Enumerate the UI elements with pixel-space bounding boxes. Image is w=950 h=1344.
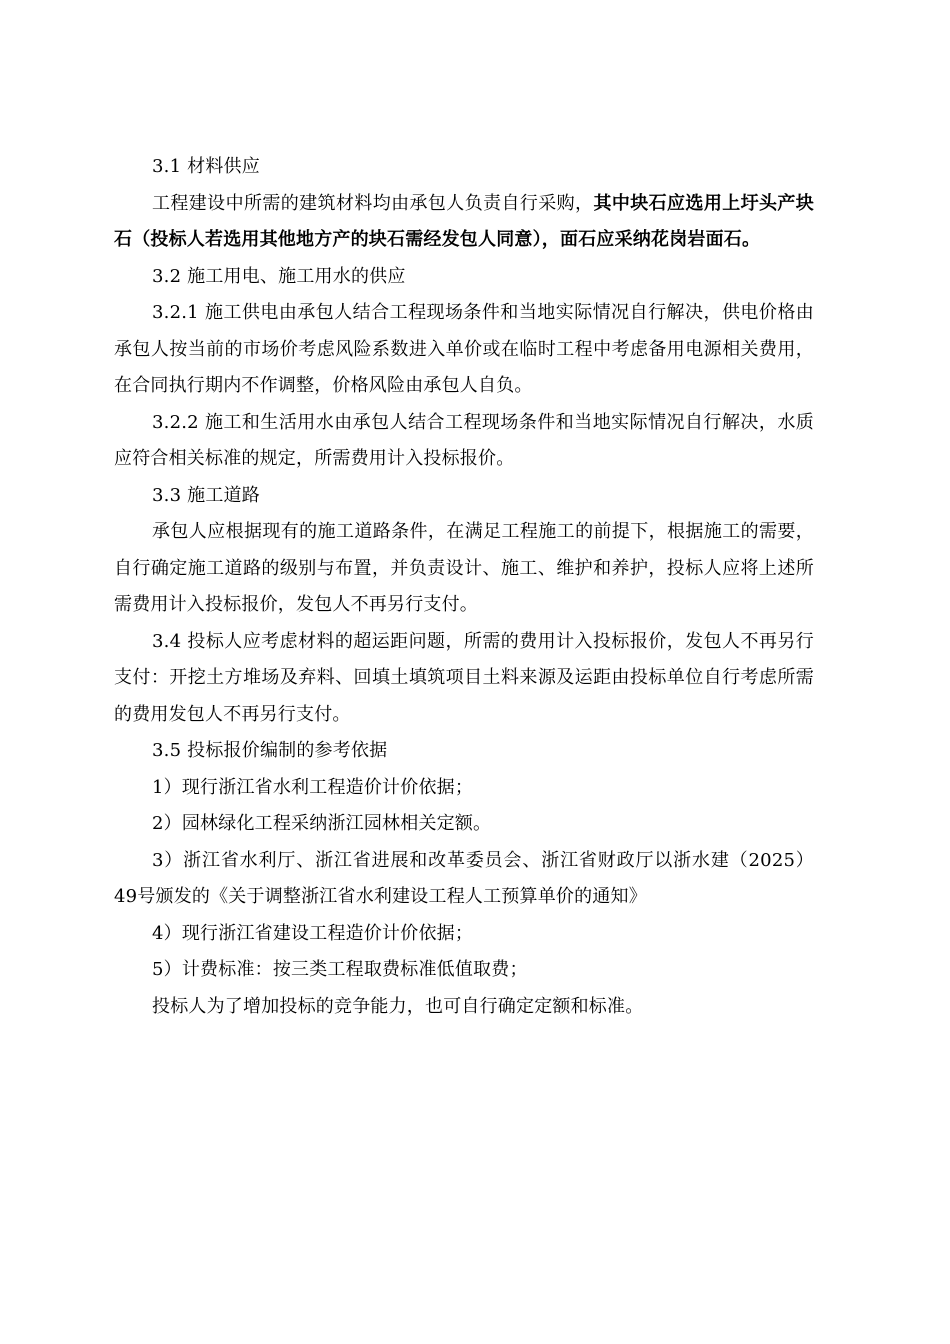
paragraph: 3.2.1 施工供电由承包人结合工程现场条件和当地实际情况自行解决，供电价格由承包人按当前的市场价考虑风险系数进入单价或在临时工程中考虑备用电源相关费用，在合同执行期内不作调整，价格风险由承包人自负。: [114, 302, 814, 396]
document-body: [114, 149, 814, 1025]
list-item: 3）浙江省水利厅、浙江省进展和改革委员会、浙江省财政厅以浙水建（2025）49号颁发的《关于调整浙江省水利建设工程人工预算单价的通知》: [114, 849, 814, 907]
paragraph: 承包人应根据现有的施工道路条件，在满足工程施工的前提下，根据施工的需要，自行确定施工道路的级别与布置，并负责设计、施工、维护和养护，投标人应将上述所需费用计入投标报价，发包人不再另行支付。: [114, 521, 814, 615]
bold-paragraph-text: 其中块石应选用上圩头产块石（投标人若选用其他地方产的块石需经发包人同意），面石应采纳花岗岩面石。: [114, 192, 814, 250]
list-item: 5）计费标准：按三类工程取费标准低值取费；: [152, 959, 528, 980]
list-item: 2）园林绿化工程采纳浙江园林相关定额。: [152, 813, 492, 834]
section-heading: 3.1 材料供应: [152, 156, 260, 177]
paragraph: [114, 186, 814, 259]
paragraph-text: 工程建设中所需的建筑材料均由承包人负责自行采购，: [152, 192, 594, 214]
list-item: 4）现行浙江省建设工程造价计价依据；: [152, 922, 474, 944]
paragraph: 3.2.2 施工和生活用水由承包人结合工程现场条件和当地实际情况自行解决，水质应符合相关标准的规定，所需费用计入投标报价。: [114, 411, 814, 469]
section-heading: 3.2 施工用电、施工用水的供应: [152, 265, 406, 287]
paragraph: 3.4 投标人应考虑材料的超运距问题，所需的费用计入投标报价，发包人不再另行支付：开挖土方堆场及弃料、回填土填筑项目土料来源及运距由投标单位自行考虑所需的费用发包人不再另行支付。: [114, 630, 814, 725]
list-item: 1）现行浙江省水利工程造价计价依据；: [152, 776, 474, 798]
section-heading: 3.5 投标报价编制的参考依据: [152, 740, 388, 761]
paragraph: 投标人为了增加投标的竞争能力，也可自行确定定额和标准。: [152, 995, 644, 1017]
section-heading: 3.3 施工道路: [152, 484, 260, 506]
